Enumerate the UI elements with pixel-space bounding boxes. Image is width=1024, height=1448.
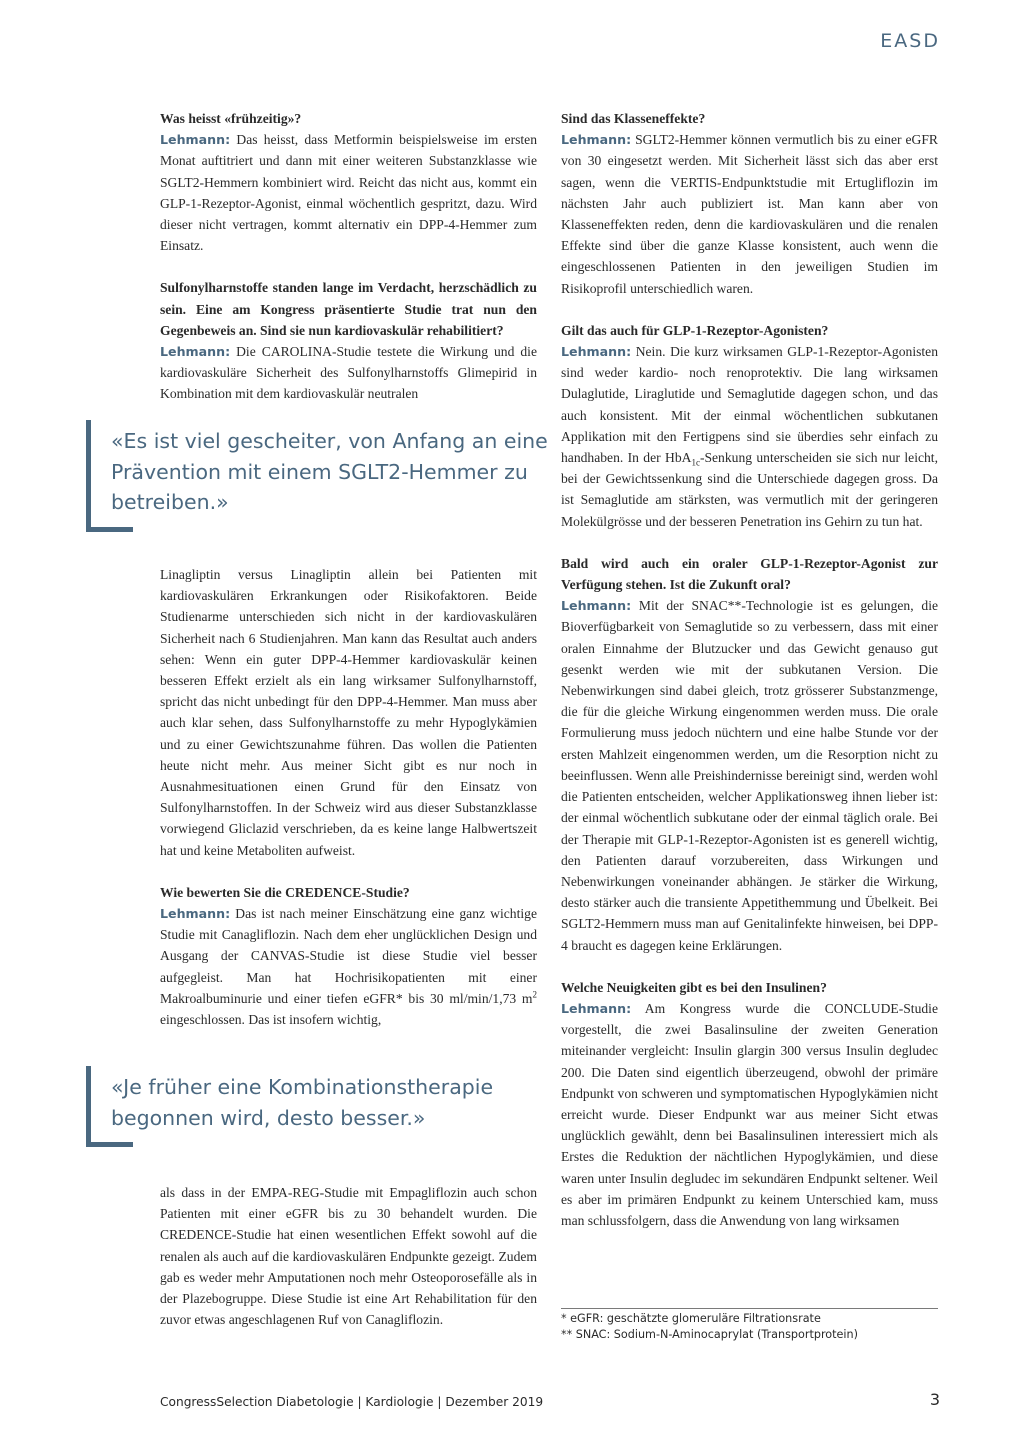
section-tag: EASD [880, 30, 940, 52]
page-number: 3 [929, 1390, 940, 1409]
left-column-top [160, 108, 537, 405]
speaker-label: Lehmann: [160, 906, 231, 922]
interview-question: Gilt das auch für GLP-1-Rezeptor-Agonisten? [561, 322, 829, 338]
interview-answer-continued: Linagliptin versus Linagliptin allein bei Patienten mit kardiovaskulären Erkrankungen oder Risikofaktoren. Beide Studienarme unterschieden sich nicht in der kardiovaskulären Sicherheit nach 6 Studienjahren. Man kann das Resultat auch anders sehen: Wenn ein guter DPP-4-Hemmer kardiovaskulär keinen besseren Effekt erzielt als ein lang wirksamer Sulfonylharnstoff, spricht das nicht unbedingt für den DPP-4-Hemmer. Man muss aber auch klar sehen, dass Sulfonylharnstoffe zu mehr Hypoglykämien und zu einer Gewichtszunahme führen. Das wollen die Patienten heute nicht mehr. Aus meiner Sicht gibt es nur noch in Ausnahmesituationen einen Grund für den Einsatz von Sulfonylharnstoffen. In der Schweiz wird aus dieser Substanzklasse vorwiegend Gliclazid verschrieben, da es keine lange Halbwertszeit hat und keine Metaboliten aufweist. [160, 567, 537, 858]
footnote-snac: ** SNAC: Sodium-N-Aminocaprylat (Transportprotein) [561, 1328, 858, 1341]
interview-block [160, 277, 537, 404]
interview-answer-end: -Senkung unterscheiden sie sich nur leicht, bei der Gewichtssenkung sind die Unterschiede dagegen gross. Da ist Semaglutide am stärksten, was vermutlich mit der geringeren Molekülgrösse und der besseren Penetration ins Gehirn zu tun hat. [561, 450, 938, 529]
speaker-label: Lehmann: [561, 1000, 632, 1016]
speaker-label: Lehmann: [561, 344, 632, 360]
interview-answer: Das heisst, dass Metformin beispielsweise im ersten Monat auftitriert und dann mit einer weiteren Substanzklasse wie SGLT2-Hemmern kombiniert wird. Reicht das nicht aus, kommt ein GLP-1-Rezeptor-Agonist, einmal wöchentlich gespritzt, dazu. Wird dieser nicht vertragen, kommt alternativ ein DPP-4-Hemmer zum Einsatz. [160, 132, 537, 254]
interview-answer: Am Kongress wurde die CONCLUDE-Studie vorgestellt, die zwei Basalinsuline der zweiten Generation miteinander vergleicht: Insulin glargin 300 versus Insulin degludec 200. Die Daten sind eigentlich überzeugend, obwohl der primäre Endpunkt von schweren und symptomatischen Hypoglykämien nicht erreicht wurde. Dieser Endpunkt war aus meiner Sicht etwas unglücklich gewählt, denn bei Basalinsulinen interessiert mich als Erstes die Reduktion der nächtlichen Hypoglykämien, und diese waren unter Insulin degludec im sekundären Endpunkt seltener. Weil es aber im primären Endpunkt zu keinem Unterschied kam, muss man schlussfolgern, dass die Anwendung von lang wirksamen [561, 1000, 938, 1228]
footnote-egfr: * eGFR: geschätzte glomeruläre Filtrationsrate [561, 1312, 821, 1325]
speaker-label: Lehmann: [561, 598, 632, 614]
pull-quote [86, 1066, 551, 1143]
interview-answer-end: eingeschlossen. Das ist insofern wichtig, [160, 1012, 382, 1028]
superscript: 2 [532, 989, 537, 1000]
left-column-middle [160, 564, 537, 1030]
pull-quote-bar [86, 527, 133, 532]
interview-question: Sind das Klasseneffekte? [561, 111, 706, 126]
interview-question: Sulfonylharnstoffe standen lange im Verdacht, herzschädlich zu sein. Eine am Kongress präsentierte Studie trat nun den Gegenbeweis an. Sind sie nun kardiovaskulär rehabilitiert? [160, 280, 537, 338]
interview-answer: Die CAROLINA-Studie testete die Wirkung und die kardiovaskuläre Sicherheit des Sulfonylharnstoffs Glimepirid in Kombination mit dem kardiovaskulär neutralen [160, 344, 537, 402]
speaker-label: Lehmann: [160, 344, 231, 360]
pull-quote [86, 420, 551, 528]
interview-question: Wie bewerten Sie die CREDENCE-Studie? [160, 884, 410, 900]
footnotes [561, 1308, 938, 1343]
interview-block [160, 108, 537, 256]
right-column [561, 108, 938, 1231]
interview-block [561, 320, 938, 532]
pull-quote-bar [86, 1142, 133, 1147]
interview-answer: SGLT2-Hemmer können vermutlich bis zu einer eGFR von 30 eingesetzt werden. Mit Sicherheit lässt sich das aber erst sagen, wenn die VERTIS-Endpunktstudie mit Ertugliflozin im nächsten Jahr auch publiziert ist. Man kann aber von Klasseneffekten reden, denn die kardiovaskulären und die renalen Effekte sind über die ganze Klasse konsistent, auch wenn die eingeschlossenen Patienten in den jeweiligen Studien im Risikoprofil unterschiedlich waren. [561, 132, 938, 296]
interview-block [561, 553, 938, 956]
interview-answer-continued: als dass in der EMPA-REG-Studie mit Empagliflozin auch schon Patienten mit einer eGFR bis zu 30 behandelt wurden. Die CREDENCE-Studie hat einen wesentlichen Effekt sowohl auf die renalen als auch auf die kardiovaskulären Endpunkte gezeigt. Zudem gab es weder mehr Amputationen noch mehr Osteoporosefälle als in der Plazebogruppe. Diese Studie ist eine Art Rehabilitation für den zuvor etwas angeschlagenen Ruf von Canagliflozin. [160, 1185, 537, 1328]
interview-question: Welche Neuigkeiten gibt es bei den Insulinen? [561, 979, 827, 995]
left-column-bottom [160, 1182, 537, 1330]
speaker-label: Lehmann: [160, 132, 231, 148]
interview-question: Bald wird auch ein oraler GLP-1-Rezeptor-Agonist zur Verfügung stehen. Ist die Zukunft oral? [561, 555, 938, 593]
pull-quote-text: «Es ist viel gescheiter, von Anfang an eine Prävention mit einem SGLT2-Hemmer zu betreiben.» [111, 429, 548, 514]
speaker-label: Lehmann: [561, 132, 632, 148]
interview-block [160, 882, 537, 1030]
interview-block [561, 108, 938, 299]
interview-answer: Nein. Die kurz wirksamen GLP-1-Rezeptor-Agonisten sind weder kardio- noch renoprotektiv. Die lang wirksamen Dulaglutide, Liraglutide und Semaglutide dagegen schon, und das auch konsistent. Mit der einmal wöchentlichen subkutanen Applikation mit den Fertigpens sind sie überdies sehr einfach zu handhaben. In der HbA [561, 344, 938, 466]
interview-question: Was heisst «frühzeitig»? [160, 111, 302, 126]
interview-answer: Das ist nach meiner Einschätzung eine ganz wichtige Studie mit Canagliflozin. Nach dem eher unglücklichen Design und Ausgang der CANVAS-Studie ist diese Studie viel besser aufgegleist. Man hat Hochrisikopatienten mit einer Makroalbuminurie und einer tiefen eGFR* bis 30 ml/min/1,73 m [160, 906, 537, 1006]
interview-answer: Mit der SNAC**-Technologie ist es gelungen, die Bioverfügbarkeit von Semaglutide so zu verbessern, dass mit einer oralen Einnahme der Blutzucker und das Gewicht genauso gut gesenkt werden wie mit der subkutanen Version. Die Nebenwirkungen sind dabei gleich, trotz grösserer Substanzmenge, die für die gleiche Wirkung eingenommen werden muss. Die orale Formulierung muss jedoch nüchtern und eine halbe Stunde vor der ersten Mahlzeit eingenommen werden, um die Resorption nicht zu beeinflussen. Wenn alle Preishindernisse bereinigt sind, werden wohl die Patienten entscheiden, welcher Applikationsweg ihnen lieber ist: der einmal wöchentlich subkutane oder der einmal täglich orale. Bei der Therapie mit GLP-1-Rezeptor-Agonisten ist es generell wichtig, den Patienten darauf vorzubereiten, dass Wirkungen und Nebenwirkungen voneinander abhängen. Je stärker die Wirkung, desto stärker auch die transiente Appetithemmung und Übelkeit. Bei SGLT2-Hemmern muss man auf Genitalinfekte hinweisen, bei DPP-4 braucht es dagegen keine Erklärungen. [561, 598, 939, 953]
pull-quote-text: «Je früher eine Kombinationstherapie begonnen wird, desto besser.» [111, 1075, 494, 1130]
subscript: 1c [691, 457, 700, 468]
publication-footer: CongressSelection Diabetologie | Kardiologie | Dezember 2019 [160, 1395, 544, 1409]
interview-block [561, 977, 938, 1231]
